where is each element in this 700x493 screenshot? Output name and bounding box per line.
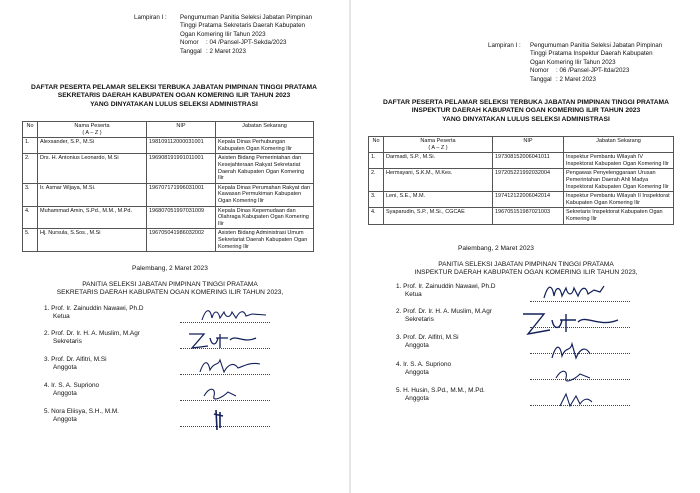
- cell-jabatan: Pengawas Penyelenggaraan Urusan Pemerintahan Daerah Ahli Madya Inspektorat Kabupaten Ogan Komering Ilir: [564, 169, 674, 192]
- cell-nama: Alexsander, S.P., M.Si: [38, 138, 147, 154]
- signature-3: [548, 340, 608, 367]
- cell-nama: Drs. H. Antonius Leonardo, M.Si: [38, 154, 147, 183]
- title-line: YANG DINYATAKAN LULUS SELEKSI ADMINISTRASI: [90, 100, 258, 108]
- cell-nama: Hj. Nursula, S.Sos., M.Si: [38, 229, 147, 252]
- signature-5: [556, 390, 596, 415]
- committee-line: PANITIA SELEKSI JABATAN PIMPINAN TINGGI PRATAMA: [82, 281, 258, 288]
- cell-no: 5.: [23, 229, 38, 252]
- nomor-value: : 06 /Pansel-JPT-Itda/2023: [556, 67, 630, 75]
- cell-no: 4.: [369, 208, 384, 224]
- signature-1: [542, 282, 622, 307]
- cell-jabatan: Sekretaris Inspektorat Kabupaten Ogan Komering Ilir: [564, 208, 674, 224]
- cell-no: 1.: [369, 153, 384, 169]
- cell-jabatan: Inspektur Pembantu Wilayah IV Inspektorat Kabupaten Ogan Komering Ilir: [564, 153, 674, 169]
- committee-heading: [20, 281, 320, 297]
- lampiran-block: [488, 42, 662, 84]
- table-row: [23, 229, 314, 252]
- nomor-label: Nomor: [180, 39, 199, 47]
- signature-4: [552, 366, 602, 389]
- lampiran-text-2: Tinggi Pratama Sekretaris Daerah Kabupaten: [180, 22, 305, 30]
- member-name: 5. H. Husin, S.Pd., M.M., M.Pd.: [396, 387, 485, 394]
- committee-heading: [366, 261, 686, 277]
- table-row: [369, 192, 674, 208]
- signing-date: Palembang, 2 Maret 2023: [132, 265, 208, 272]
- cell-jabatan: Asisten Bidang Administrasi Umum Sekretariat Daerah Kabupaten Ogan Komering Ilir: [216, 229, 314, 252]
- left-page: [0, 0, 348, 493]
- member-4: [44, 382, 99, 399]
- member-2: [396, 308, 492, 325]
- signature-1: [200, 306, 270, 329]
- member-role: Anggota: [405, 342, 429, 350]
- member-role: Ketua: [53, 313, 70, 321]
- member-role: Anggota: [53, 416, 77, 424]
- cell-nip: 197205221992032004: [493, 169, 564, 192]
- participants-table: [368, 136, 674, 225]
- tanggal-value: : 2 Maret 2023: [556, 75, 596, 83]
- member-name: 1. Prof. Ir. Zainuddin Nawawi, Ph.D: [396, 283, 496, 290]
- member-role: Ketua: [405, 291, 422, 299]
- title-line: YANG DINYATAKAN LULUS SELEKSI ADMINISTRASI: [442, 115, 610, 123]
- lampiran-text-3: Ogan Komering Ilir Tahun 2023: [180, 30, 266, 38]
- committee-line: INSPEKTUR DAERAH KABUPATEN OGAN KOMERING ILIR TAHUN 2023,: [414, 269, 638, 277]
- member-1: [44, 305, 143, 322]
- table-row: [369, 153, 674, 169]
- cell-no: 3.: [369, 192, 384, 208]
- col-no: No: [23, 122, 38, 138]
- committee-line: SEKRETARIS DAERAH KABUPATEN OGAN KOMERING ILIR TAHUN 2023,: [56, 289, 284, 297]
- cell-no: 2.: [23, 154, 38, 183]
- participants-table: [22, 121, 314, 252]
- member-name: 2. Prof. Dr. Ir. H. A. Muslim, M.Agr: [396, 308, 492, 315]
- col-nip: NIP: [147, 122, 216, 138]
- table-row: [23, 206, 314, 229]
- lampiran-label: Lampiran I :: [488, 42, 521, 49]
- cell-no: 4.: [23, 206, 38, 229]
- col-no: No: [369, 137, 384, 153]
- col-jabatan: Jabatan Sekarang: [564, 137, 674, 153]
- table-row: [23, 154, 314, 183]
- col-jabatan: Jabatan Sekarang: [216, 122, 314, 138]
- cell-no: 1.: [23, 138, 38, 154]
- tanggal-value: : 2 Maret 2023: [206, 47, 246, 55]
- lampiran-text-1: Pengumuman Panitia Seleksi Jabatan Pimpinan: [530, 42, 663, 49]
- member-name: 1. Prof. Ir. Zainuddin Nawawi, Ph.D: [44, 305, 144, 312]
- member-name: 3. Prof. Dr. Alfitri, M.Si: [44, 356, 107, 363]
- title-line: DAFTAR PESERTA PELAMAR SELEKSI TERBUKA JABATAN PIMPINAN TINGGI PRATAMA: [383, 99, 669, 106]
- table-header-row: [23, 122, 314, 138]
- member-role: Anggota: [53, 364, 77, 372]
- cell-no: 2.: [369, 169, 384, 192]
- cell-nip: 196807051997031009: [147, 206, 216, 229]
- member-5: [396, 387, 485, 404]
- cell-jabatan: Kepala Dinas Perumahan Rakyat dan Kawasan Permukiman Kabupaten Ogan Komering Ilir: [216, 183, 314, 206]
- signature-2: [186, 330, 266, 357]
- member-name: 3. Prof. Dr. Alfitri, M.Si: [396, 334, 459, 341]
- member-2: [44, 330, 140, 347]
- table-row: [23, 183, 314, 206]
- table-row: [369, 169, 674, 192]
- tanggal-label: Tanggal: [180, 47, 202, 55]
- cell-nip: 197308152006041011: [493, 153, 564, 169]
- member-role: Anggota: [53, 390, 77, 398]
- member-name: 4. Ir. S. A. Supriono: [44, 382, 100, 389]
- title-line: DAFTAR PESERTA PELAMAR SELEKSI TERBUKA JABATAN PIMPINAN TINGGI PRATAMA: [31, 84, 317, 91]
- col-nama: Nama Peserta ( A – Z ): [384, 137, 493, 153]
- col-nip: NIP: [493, 137, 564, 153]
- cell-nama: Darmadi, S.P., M.Si.: [384, 153, 493, 169]
- cell-nip: 196705151987021003: [493, 208, 564, 224]
- tanggal-label: Tanggal: [530, 75, 552, 83]
- member-name: 4. Ir. S. A. Supriono: [396, 361, 452, 368]
- lampiran-label: Lampiran I :: [134, 14, 167, 21]
- cell-jabatan: Asisten Bidang Pemerintahan dan Kesejahteraan Rakyat Sekretariat Daerah Kabupaten Ogan Komering Ilir: [216, 154, 314, 183]
- member-4: [396, 361, 451, 378]
- table-header-row: [369, 137, 674, 153]
- lampiran-block: [134, 14, 312, 56]
- title-line: INSPEKTUR DAERAH KABUPATEN OGAN KOMERING ILIR TAHUN 2023: [411, 107, 641, 115]
- member-role: Anggota: [405, 369, 429, 377]
- page-divider: [349, 0, 351, 493]
- cell-nip: 196707171996031001: [147, 183, 216, 206]
- signature-4: [200, 384, 250, 407]
- member-3: [44, 356, 107, 373]
- member-3: [396, 334, 459, 351]
- member-name: 2. Prof. Dr. Ir. H. A. Muslim, M.Agr: [44, 330, 140, 337]
- page-title: [2, 84, 346, 109]
- title-line: SEKRETARIS DAERAH KABUPATEN OGAN KOMERING ILIR TAHUN 2023: [57, 92, 291, 100]
- member-name: 5. Nora Eliisya, S.H., M.M.: [44, 408, 119, 415]
- signature-2: [520, 310, 630, 343]
- table-row: [369, 208, 674, 224]
- cell-jabatan: Kepala Dinas Kepemudaan dan Olahraga Kabupaten Ogan Komering Ilir: [216, 206, 314, 229]
- cell-nip: 197412122006042014: [493, 192, 564, 208]
- lampiran-text-2: Tinggi Pratama Inspektur Daerah Kabupaten: [530, 50, 653, 58]
- cell-nama: Leni, S.E., M.M.: [384, 192, 493, 208]
- member-role: Anggota: [405, 395, 429, 403]
- cell-nama: Ir. Asmar Wijaya, M.Si.: [38, 183, 147, 206]
- member-5: [44, 408, 119, 425]
- cell-nama: Muhammad Amin, S.Pd., M.M., M.Pd.: [38, 206, 147, 229]
- member-1: [396, 283, 495, 300]
- signing-date: Palembang, 2 Maret 2023: [458, 245, 534, 252]
- signature-3: [196, 356, 266, 381]
- table-row: [23, 138, 314, 154]
- cell-jabatan: Kepala Dinas Perhubungan Kabupaten Ogan Komering Ilir: [216, 138, 314, 154]
- committee-line: PANITIA SELEKSI JABATAN PIMPINAN TINGGI PRATAMA: [438, 261, 614, 268]
- page-title: [354, 99, 698, 124]
- signature-5: [210, 408, 230, 437]
- cell-nama: Hermayani, S.K.M., M.Kes.: [384, 169, 493, 192]
- lampiran-text-3: Ogan Komering Ilir Tahun 2023: [530, 58, 616, 66]
- right-page: [352, 0, 700, 493]
- nomor-label: Nomor: [530, 67, 549, 75]
- lampiran-text-1: Pengumuman Panitia Seleksi Jabatan Pimpinan: [180, 14, 313, 21]
- cell-nip: 196908191991011001: [147, 154, 216, 183]
- cell-nip: 198109112000031001: [147, 138, 216, 154]
- nomor-value: : 04 /Pansel-JPT-Sekda/2023: [206, 39, 287, 47]
- member-role: Sekretaris: [405, 316, 434, 324]
- cell-nama: Syaparudin, S.P., M.Si., CGCAE: [384, 208, 493, 224]
- member-role: Sekretaris: [53, 338, 82, 346]
- cell-jabatan: Inspektur Pembantu Wilayah II Inspektorat Kabupaten Ogan Komering Ilir: [564, 192, 674, 208]
- cell-nip: 196705041986032002: [147, 229, 216, 252]
- cell-no: 3.: [23, 183, 38, 206]
- col-nama: Nama Peserta ( A – Z ): [38, 122, 147, 138]
